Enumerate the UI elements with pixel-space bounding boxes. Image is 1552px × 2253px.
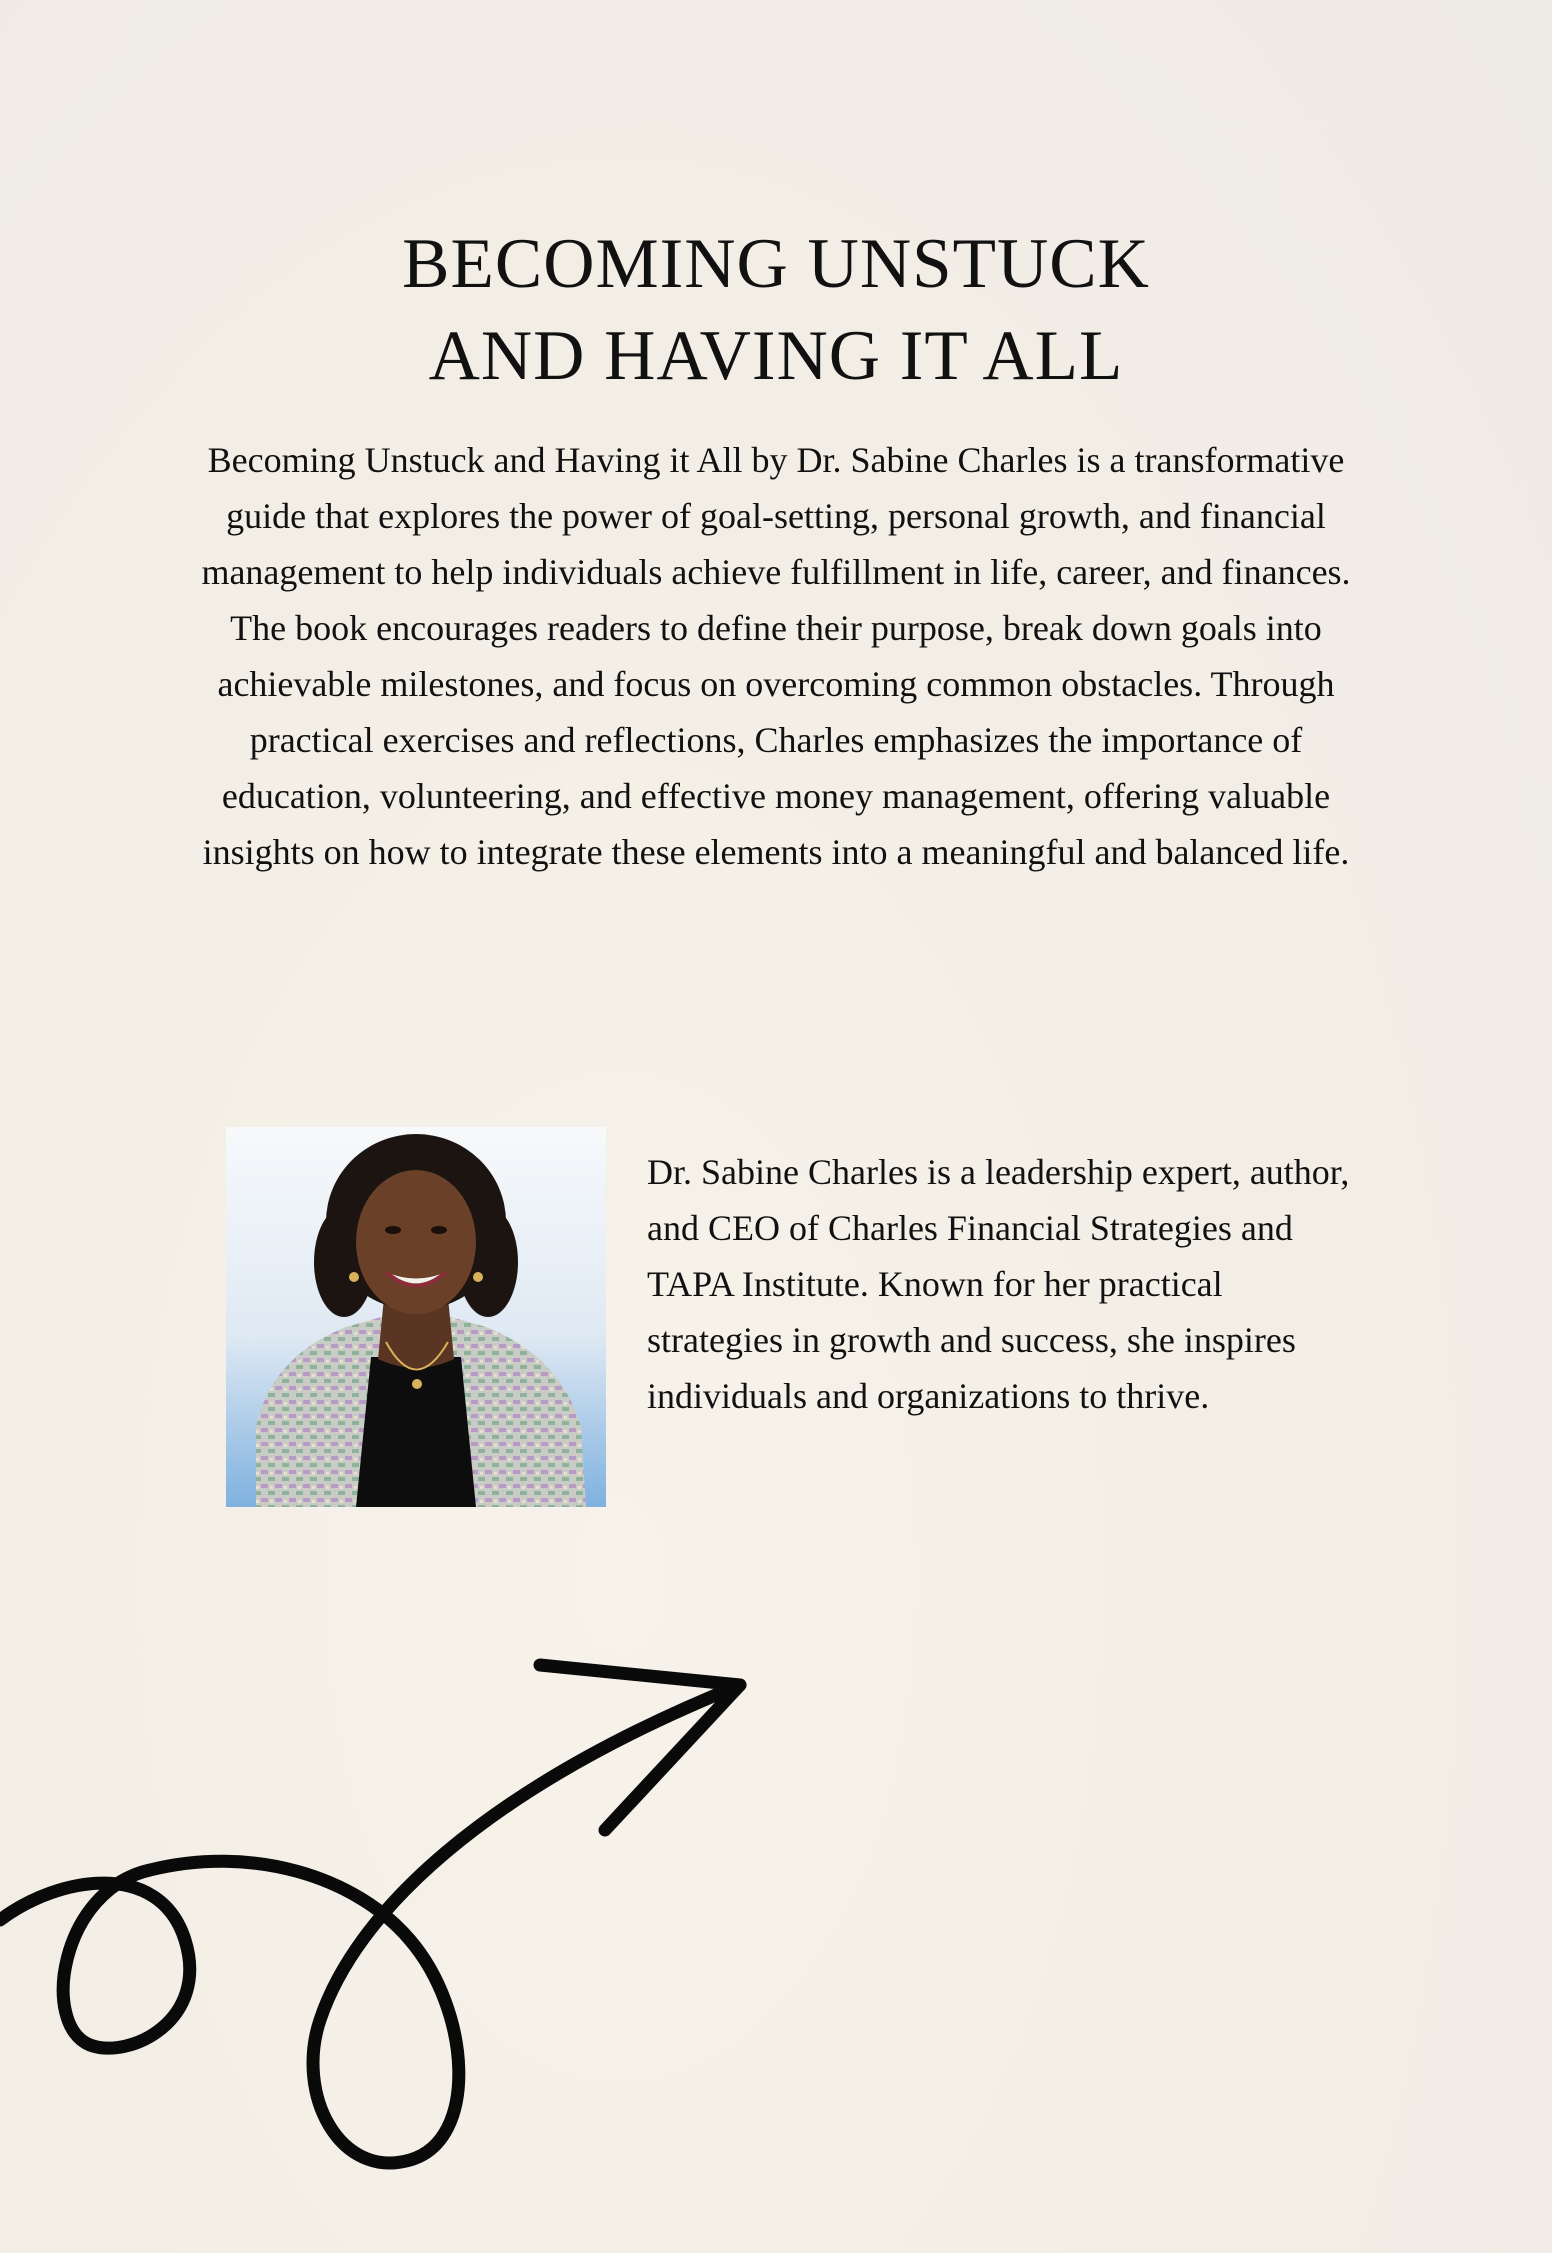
author-portrait-icon [226, 1127, 606, 1507]
book-title [226, 218, 1326, 402]
author-bio: Dr. Sabine Charles is a leadership expert, author, and CEO of Charles Financial Strategies and TAPA Institute. Known for her practical strategies in growth and success, she inspires individuals and organizations to thrive. [647, 1152, 1350, 1416]
book-title-line-1: BECOMING UNSTUCK [402, 225, 1150, 303]
curly-arrow-icon [0, 1640, 760, 2200]
book-description: Becoming Unstuck and Having it All by Dr. Sabine Charles is a transformative guide that explores the power of goal-setting, personal growth, and financial management to help individuals achieve fulfillment in life, career, and finances. The book encourages readers to define their purpose, break down goals into achievable milestones, and focus on overcoming common obstacles. Through practical exercises and reflections, Charles emphasizes the importance of education, volunteering, and effective money management, offering valuable insights on how to integrate these elements into a meaningful and balanced life. [201, 440, 1351, 872]
author-photo [226, 1127, 606, 1507]
book-title-line-2: AND HAVING IT ALL [428, 317, 1124, 395]
